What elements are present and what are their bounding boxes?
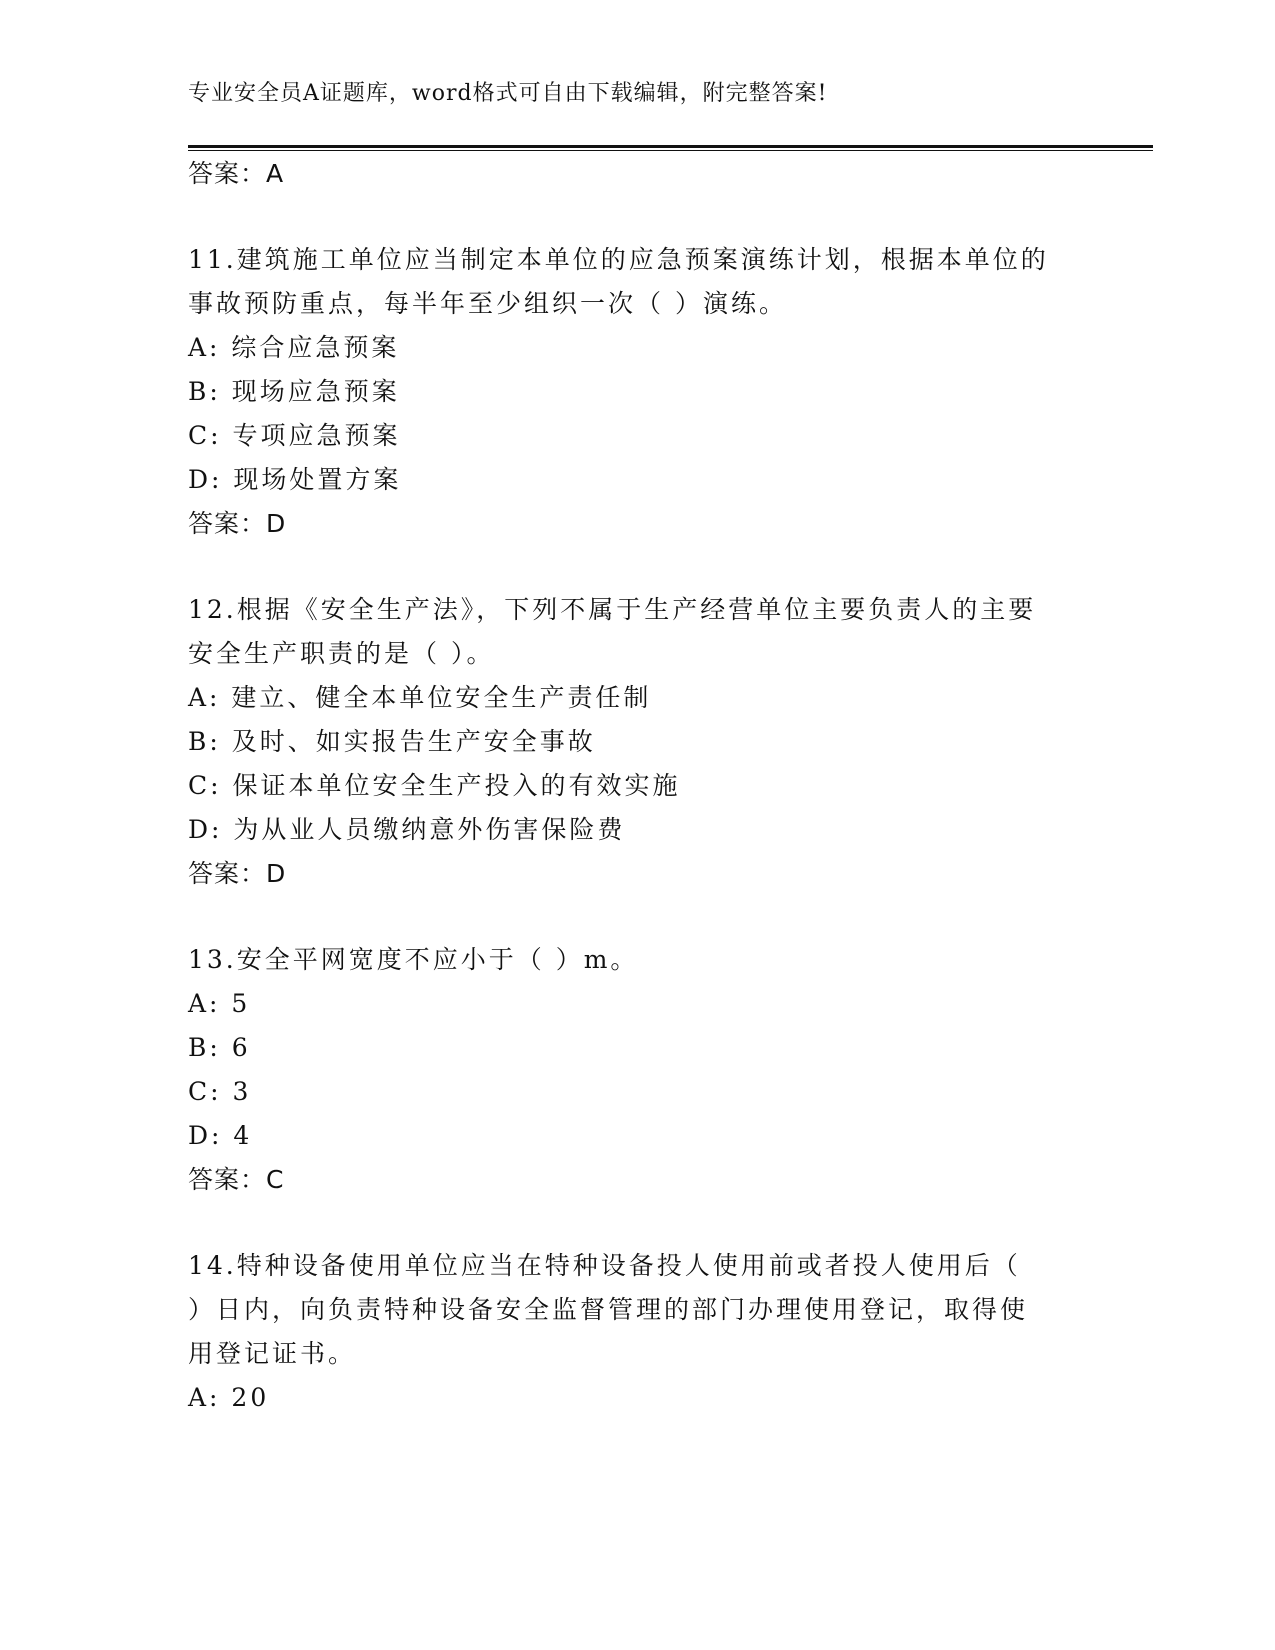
answer: 答案：C bbox=[188, 1165, 285, 1194]
question-text-line: 事故预防重点，每半年至少组织一次（ ）演练。 bbox=[188, 289, 787, 318]
option-a: A: 建立、健全本单位安全生产责任制 bbox=[188, 683, 652, 712]
question-text-line: 安全生产职责的是（ ）。 bbox=[188, 639, 495, 668]
option-a: A: 综合应急预案 bbox=[188, 333, 400, 362]
option-c: C: 3 bbox=[188, 1077, 252, 1106]
option-b: B: 6 bbox=[188, 1033, 251, 1062]
answer: 答案：D bbox=[188, 859, 287, 888]
question-text-line: ）日内，向负责特种设备安全监督管理的部门办理使用登记，取得使 bbox=[188, 1295, 1029, 1324]
option-b: B: 现场应急预案 bbox=[188, 377, 400, 406]
option-c: C: 保证本单位安全生产投入的有效实施 bbox=[188, 771, 681, 800]
question-text-line: 12.根据《安全生产法》，下列不属于生产经营单位主要负责人的主要 bbox=[188, 595, 1037, 624]
previous-answer: 答案：A bbox=[188, 159, 285, 188]
option-a: A: 20 bbox=[188, 1383, 270, 1412]
header-text: 专业安全员A证题库，word格式可自由下载编辑，附完整答案! bbox=[188, 81, 828, 106]
header-divider-thick bbox=[188, 145, 1153, 148]
option-c: C: 专项应急预案 bbox=[188, 421, 401, 450]
question-text-line: 用登记证书。 bbox=[188, 1339, 357, 1368]
question-text-line: 11.建筑施工单位应当制定本单位的应急预案演练计划，根据本单位的 bbox=[188, 245, 1049, 274]
header-divider-thin bbox=[188, 150, 1153, 151]
answer: 答案：D bbox=[188, 509, 287, 538]
option-d: D: 为从业人员缴纳意外伤害保险费 bbox=[188, 815, 626, 844]
option-a: A: 5 bbox=[188, 989, 251, 1018]
question-text-line: 13.安全平网宽度不应小于（ ）m。 bbox=[188, 945, 639, 974]
option-b: B: 及时、如实报告生产安全事故 bbox=[188, 727, 596, 756]
option-d: D: 现场处置方案 bbox=[188, 465, 402, 494]
option-d: D: 4 bbox=[188, 1121, 253, 1150]
question-text-line: 14.特种设备使用单位应当在特种设备投人使用前或者投人使用后（ bbox=[188, 1251, 1021, 1280]
